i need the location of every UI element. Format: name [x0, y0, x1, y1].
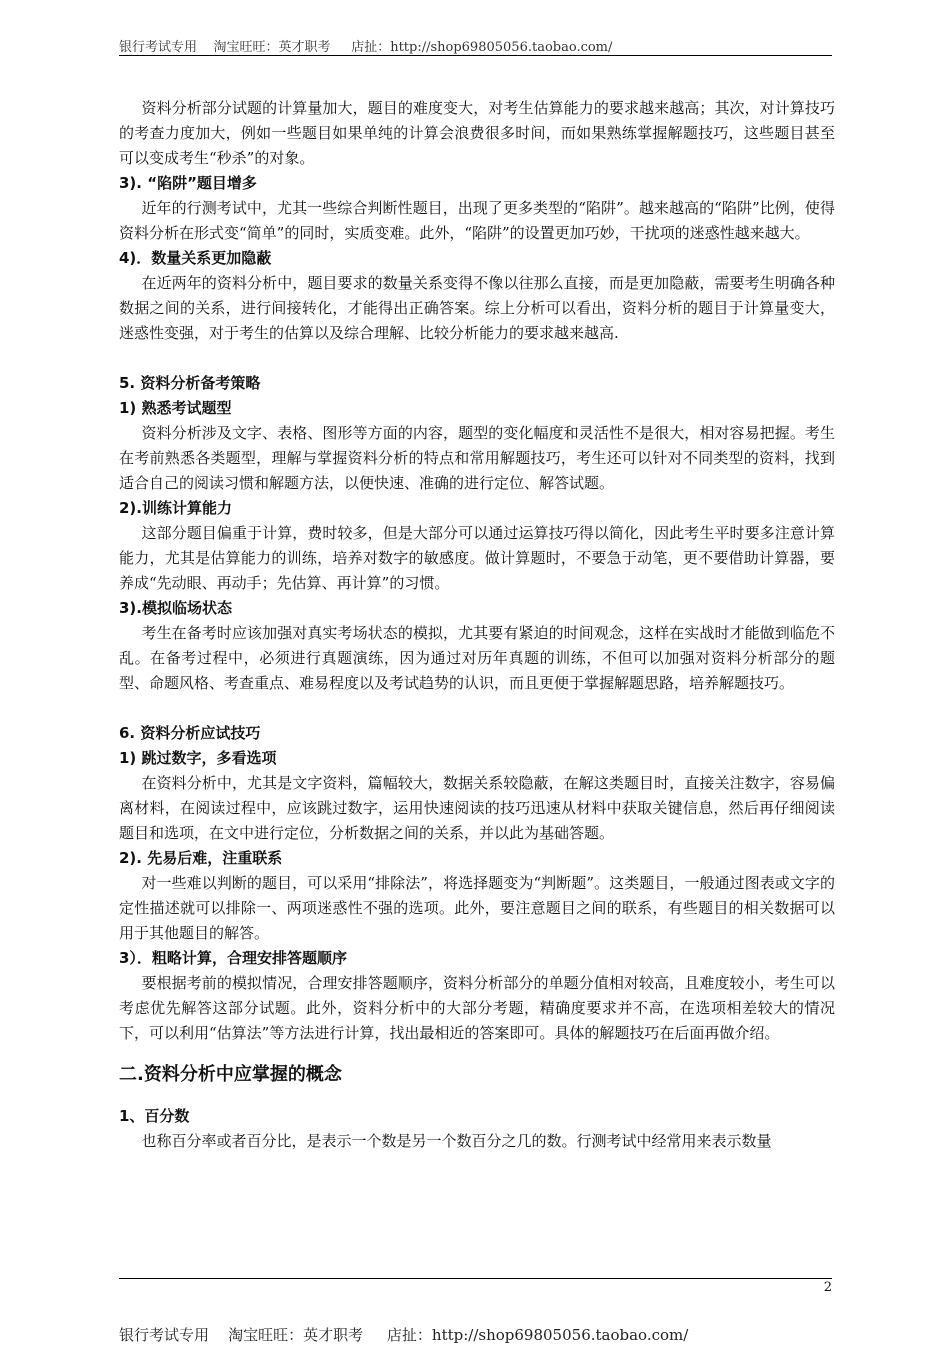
- subheading: 4)．数量关系更加隐蔽: [119, 249, 272, 267]
- paragraph: 考生在备考时应该加强对真实考场状态的模拟，尤其要有紧迫的时间观念，这样在实战时才能做到临危不乱。在备考过程中，必须进行真题演练，因为通过对历年真题的训练，不但可以加强对资料分析部分的题型、命题风格、考查重点、难易程度以及考试趋势的认识，而且更便于掌握解题思路，培养解题技巧。: [119, 624, 835, 692]
- subheading: 2). 先易后难，注重联系: [119, 849, 283, 867]
- page-number: 2: [823, 1280, 832, 1295]
- subheading: 1、百分数: [119, 1107, 190, 1125]
- subheading: 3). “陷阱”题目增多: [119, 174, 257, 192]
- section-heading: 5. 资料分析备考策略: [119, 374, 261, 392]
- paragraph: 在资料分析中，尤其是文字资料，篇幅较大，数据关系较隐蔽，在解这类题目时，直接关注数字，容易偏离材料，在阅读过程中，应该跳过数字，运用快速阅读的技巧迅速从材料中获取关键信息，然后再仔细阅读题目和选项，在文中进行定位，分析数据之间的关系，并以此为基础答题。: [119, 774, 835, 842]
- paragraph: 对一些难以判断的题目，可以采用“排除法”，将选择题变为“判断题”。这类题目，一般通过图表或文字的定性描述就可以排除一、两项迷惑性不强的选项。此外，要注意题目之间的联系，有些题目的相关数据可以用于其他题目的解答。: [119, 874, 835, 942]
- paragraph: 资料分析涉及文字、表格、图形等方面的内容，题型的变化幅度和灵活性不是很大，相对容易把握。考生在考前熟悉各类题型，理解与掌握资料分析的特点和常用解题技巧，考生还可以针对不同类型的资料，找到适合自己的阅读习惯和解题方法，以便快速、准确的进行定位、解答试题。: [119, 424, 835, 492]
- paragraph: 在近两年的资料分析中，题目要求的数量关系变得不像以往那么直接，而是更加隐蔽，需要考生明确各种数据之间的关系，进行间接转化，才能得出正确答案。综上分析可以看出，资料分析的题目于计算量变大，迷惑性变强，对于考生的估算以及综合理解、比较分析能力的要求越来越高.: [119, 274, 835, 342]
- paragraph: 要根据考前的模拟情况，合理安排答题顺序，资料分析部分的单题分值相对较高，且难度较小，考生可以考虑优先解答这部分试题。此外，资料分析中的大部分考题，精确度要求并不高，在选项相差较大的情况下，可以利用“估算法”等方法进行计算，找出最相近的答案即可。具体的解题技巧在后面再做介绍。: [119, 974, 835, 1042]
- header-rule: [119, 55, 832, 56]
- subheading: 1) 熟悉考试题型: [119, 399, 232, 417]
- page-content: [119, 96, 835, 1154]
- paragraph: 也称百分率或者百分比，是表示一个数是另一个数百分之几的数。行测考试中经常用来表示数量: [141, 1132, 772, 1150]
- spacer: [119, 346, 835, 371]
- paragraph: 资料分析部分试题的计算量加大，题目的难度变大，对考生估算能力的要求越来越高；其次，对计算技巧的考查力度加大，例如一些题目如果单纯的计算会浪费很多时间，而如果熟练掌握解题技巧，这些题目甚至可以变成考生“秒杀”的对象。: [119, 99, 835, 167]
- paragraph: 近年的行测考试中，尤其一些综合判断性题目，出现了更多类型的“陷阱”。越来越高的“陷阱”比例，使得资料分析在形式变“简单”的同时，实质变难。此外，“陷阱”的设置更加巧妙，干扰项的迷惑性越来越大。: [119, 199, 835, 242]
- spacer: [119, 696, 835, 721]
- paragraph: 这部分题目偏重于计算，费时较多，但是大部分可以通过运算技巧得以简化，因此考生平时要多注意计算能力，尤其是估算能力的训练，培养对数字的敏感度。做计算题时，不要急于动笔，更不要借助计算器，要养成“先动眼、再动手；先估算、再计算”的习惯。: [119, 524, 835, 592]
- subheading: 1) 跳过数字，多看选项: [119, 749, 277, 767]
- subheading: 3).模拟临场状态: [119, 599, 232, 617]
- footer-rule: [119, 1278, 832, 1279]
- subheading: 2).训练计算能力: [119, 499, 232, 517]
- page-header: 银行考试专用 淘宝旺旺：英才职考 店扯：http://shop69805056.taobao.com/: [119, 40, 613, 55]
- part-heading: 二.资料分析中应掌握的概念: [119, 1064, 342, 1085]
- subheading: 3）．粗略计算，合理安排答题顺序: [119, 949, 347, 967]
- section-heading: 6. 资料分析应试技巧: [119, 724, 261, 742]
- page-footer: 银行考试专用 淘宝旺旺：英才职考 店扯：http://shop69805056.taobao.com/: [119, 1326, 689, 1344]
